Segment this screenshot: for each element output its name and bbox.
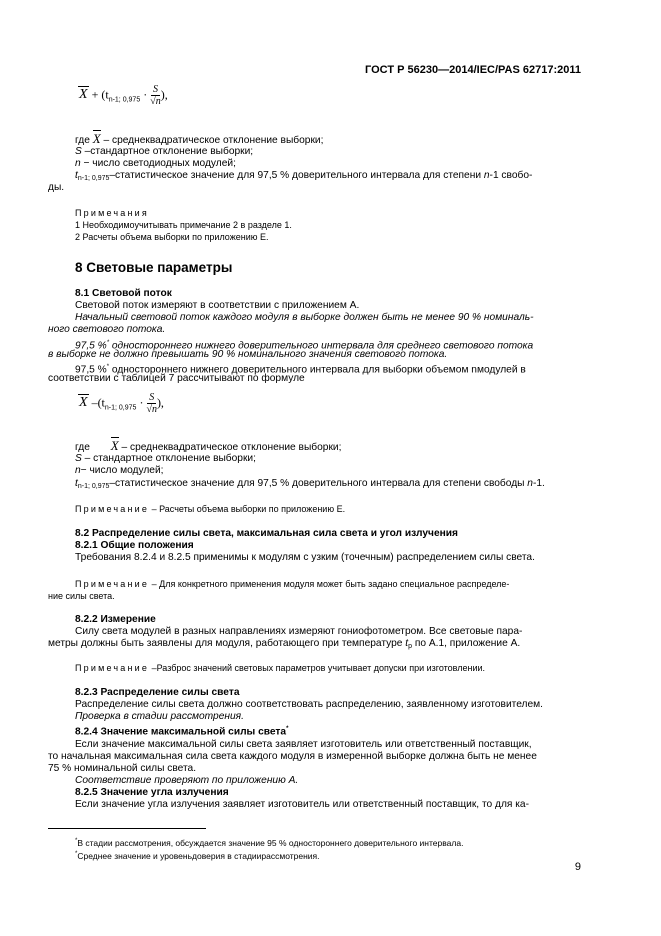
s821-text: Требования 8.2.4 и 8.2.5 применимы к модулям с узким (точечным) распределением силы света. [75,552,535,563]
section-heading-8: 8 Световые параметры [75,260,233,275]
definition2-t: tn-1; 0,975–статистическое значение для 97,5 % доверительного интервала для степени свободы n-1. [75,478,545,490]
subsection-8-2-2-title: 8.2.2 Измерение [75,614,156,625]
note-4: Примечание –Разброс значений световых параметров учитывает допуски при изготовлении. [75,663,486,673]
formula-lower-bound: X $-(t_{n-1; 0,975}$ · $\frac{S}{√n}$ ), [79,392,164,415]
note-title: Примечания [75,208,149,218]
s822-line-1: Силу света модулей в разных направлениях измеряют гониофотометром. Все световые пара- [75,626,523,637]
subsection-8-2-title: 8.2 Распределение силы света, максимальная сила света и угол излучения [75,528,458,539]
s81-line-6: 97,5 %* одностороннего нижнего доверительного интервала для выборки объемом nмодулей в [75,364,526,376]
footnote-2: *Среднее значение и уровеньдоверия в стадиирассмотрения. [75,850,320,861]
s822-line-2: метры должны быть заявлены для модуля, работающего при температуре tp по А.1, приложение А. [48,638,521,650]
s81-line-1: Световой поток измеряют в соответствии с приложением А. [75,300,360,311]
s81-line-3: ного светового потока. [48,324,166,335]
s81-line-5: в выборке не должно превышать 90 % номинального значения светового потока. [48,349,448,360]
s81-line-7: соответствии с таблицей 7 рассчитывают по формуле [48,373,305,384]
s824-line-2: то начальная максимальная сила света каждого модуля в измеренной выборке должна быть не менее [48,751,537,762]
definition-n: n − число светодиодных модулей; [75,158,236,169]
subsection-8-2-3-title: 8.2.3 Распределение силы света [75,687,240,698]
subsection-8-2-5-title: 8.2.5 Значение угла излучения [75,787,229,798]
mean-symbol: X [79,87,88,103]
s824-line-4: Соответствие проверяют по приложению А. [75,775,299,786]
s824-line-1: Если значение максимальной силы света заявляет изготовитель или ответственный поставщик, [75,739,532,750]
subsection-8-2-1-title: 8.2.1 Общие положения [75,540,194,551]
definition-t: tn-1; 0,975–статистическое значение для 97,5 % доверительного интервала для степени n-1 свобо- [75,170,533,182]
definition2-mean: где X – среднеквадратическое отклонение выборки; [75,438,342,453]
formula-upper-bound: $X + (t_{n-1; 0,975}$ · $\frac{S}{√n}$ ), [79,84,168,107]
definition2-n: n− число модулей; [75,465,164,476]
note-item-2: 2 Расчеты объема выборки по приложению Е. [75,232,269,242]
fraction: $\frac{S}{√n}$ [150,84,161,107]
s823-line-1: Распределение силы света должно соответствовать распределению, заявленному изготовителем. [75,699,543,710]
s81-line-4: 97,5 %* одностороннего нижнего доверительного интервала для среднего светового потока [75,340,534,352]
document-header: ГОСТ Р 56230—2014/IEC/PAS 62717:2011 [365,64,581,76]
s823-line-2: Проверка в стадии рассмотрения. [75,711,244,722]
note-3: Примечание – Для конкретного применения модуля может быть задано специальное распределе- [75,579,510,589]
mean-symbol: X [79,395,88,411]
page-number: 9 [574,861,581,873]
note-3-cont: ние силы света. [48,591,115,601]
footnote-1: *В стадии рассмотрения, обсуждается значение 95 % одностороннего доверительного интервала. [75,837,464,848]
footnote-rule [48,828,206,829]
definition-mean: где X – среднеквадратическое отклонение выборки; [75,131,324,146]
subsection-8-1-title: 8.1 Световой поток [75,288,172,299]
definition2-s: S – стандартное отклонение выборки; [75,453,256,464]
s825-line-1: Если значение угла излучения заявляет изготовитель или ответственный поставщик, то для ка- [75,799,529,810]
fraction: $\frac{S}{√n}$ [146,392,157,415]
definition-s: S –стандартное отклонение выборки; [75,146,254,157]
subsection-8-2-4-title: 8.2.4 Значение максимальной силы света* [75,726,289,738]
definition-t-cont: ды. [48,182,65,193]
note-2: Примечание – Расчеты объема выборки по приложению Е. [75,504,346,514]
note-item-1: 1 Необходимоучитывать примечание 2 в разделе 1. [75,220,292,230]
s81-line-2: Начальный световой поток каждого модуля в выборке должен быть не менее 90 % номиналь- [75,312,534,323]
s824-line-3: 75 % номинальной силы света. [48,763,197,774]
